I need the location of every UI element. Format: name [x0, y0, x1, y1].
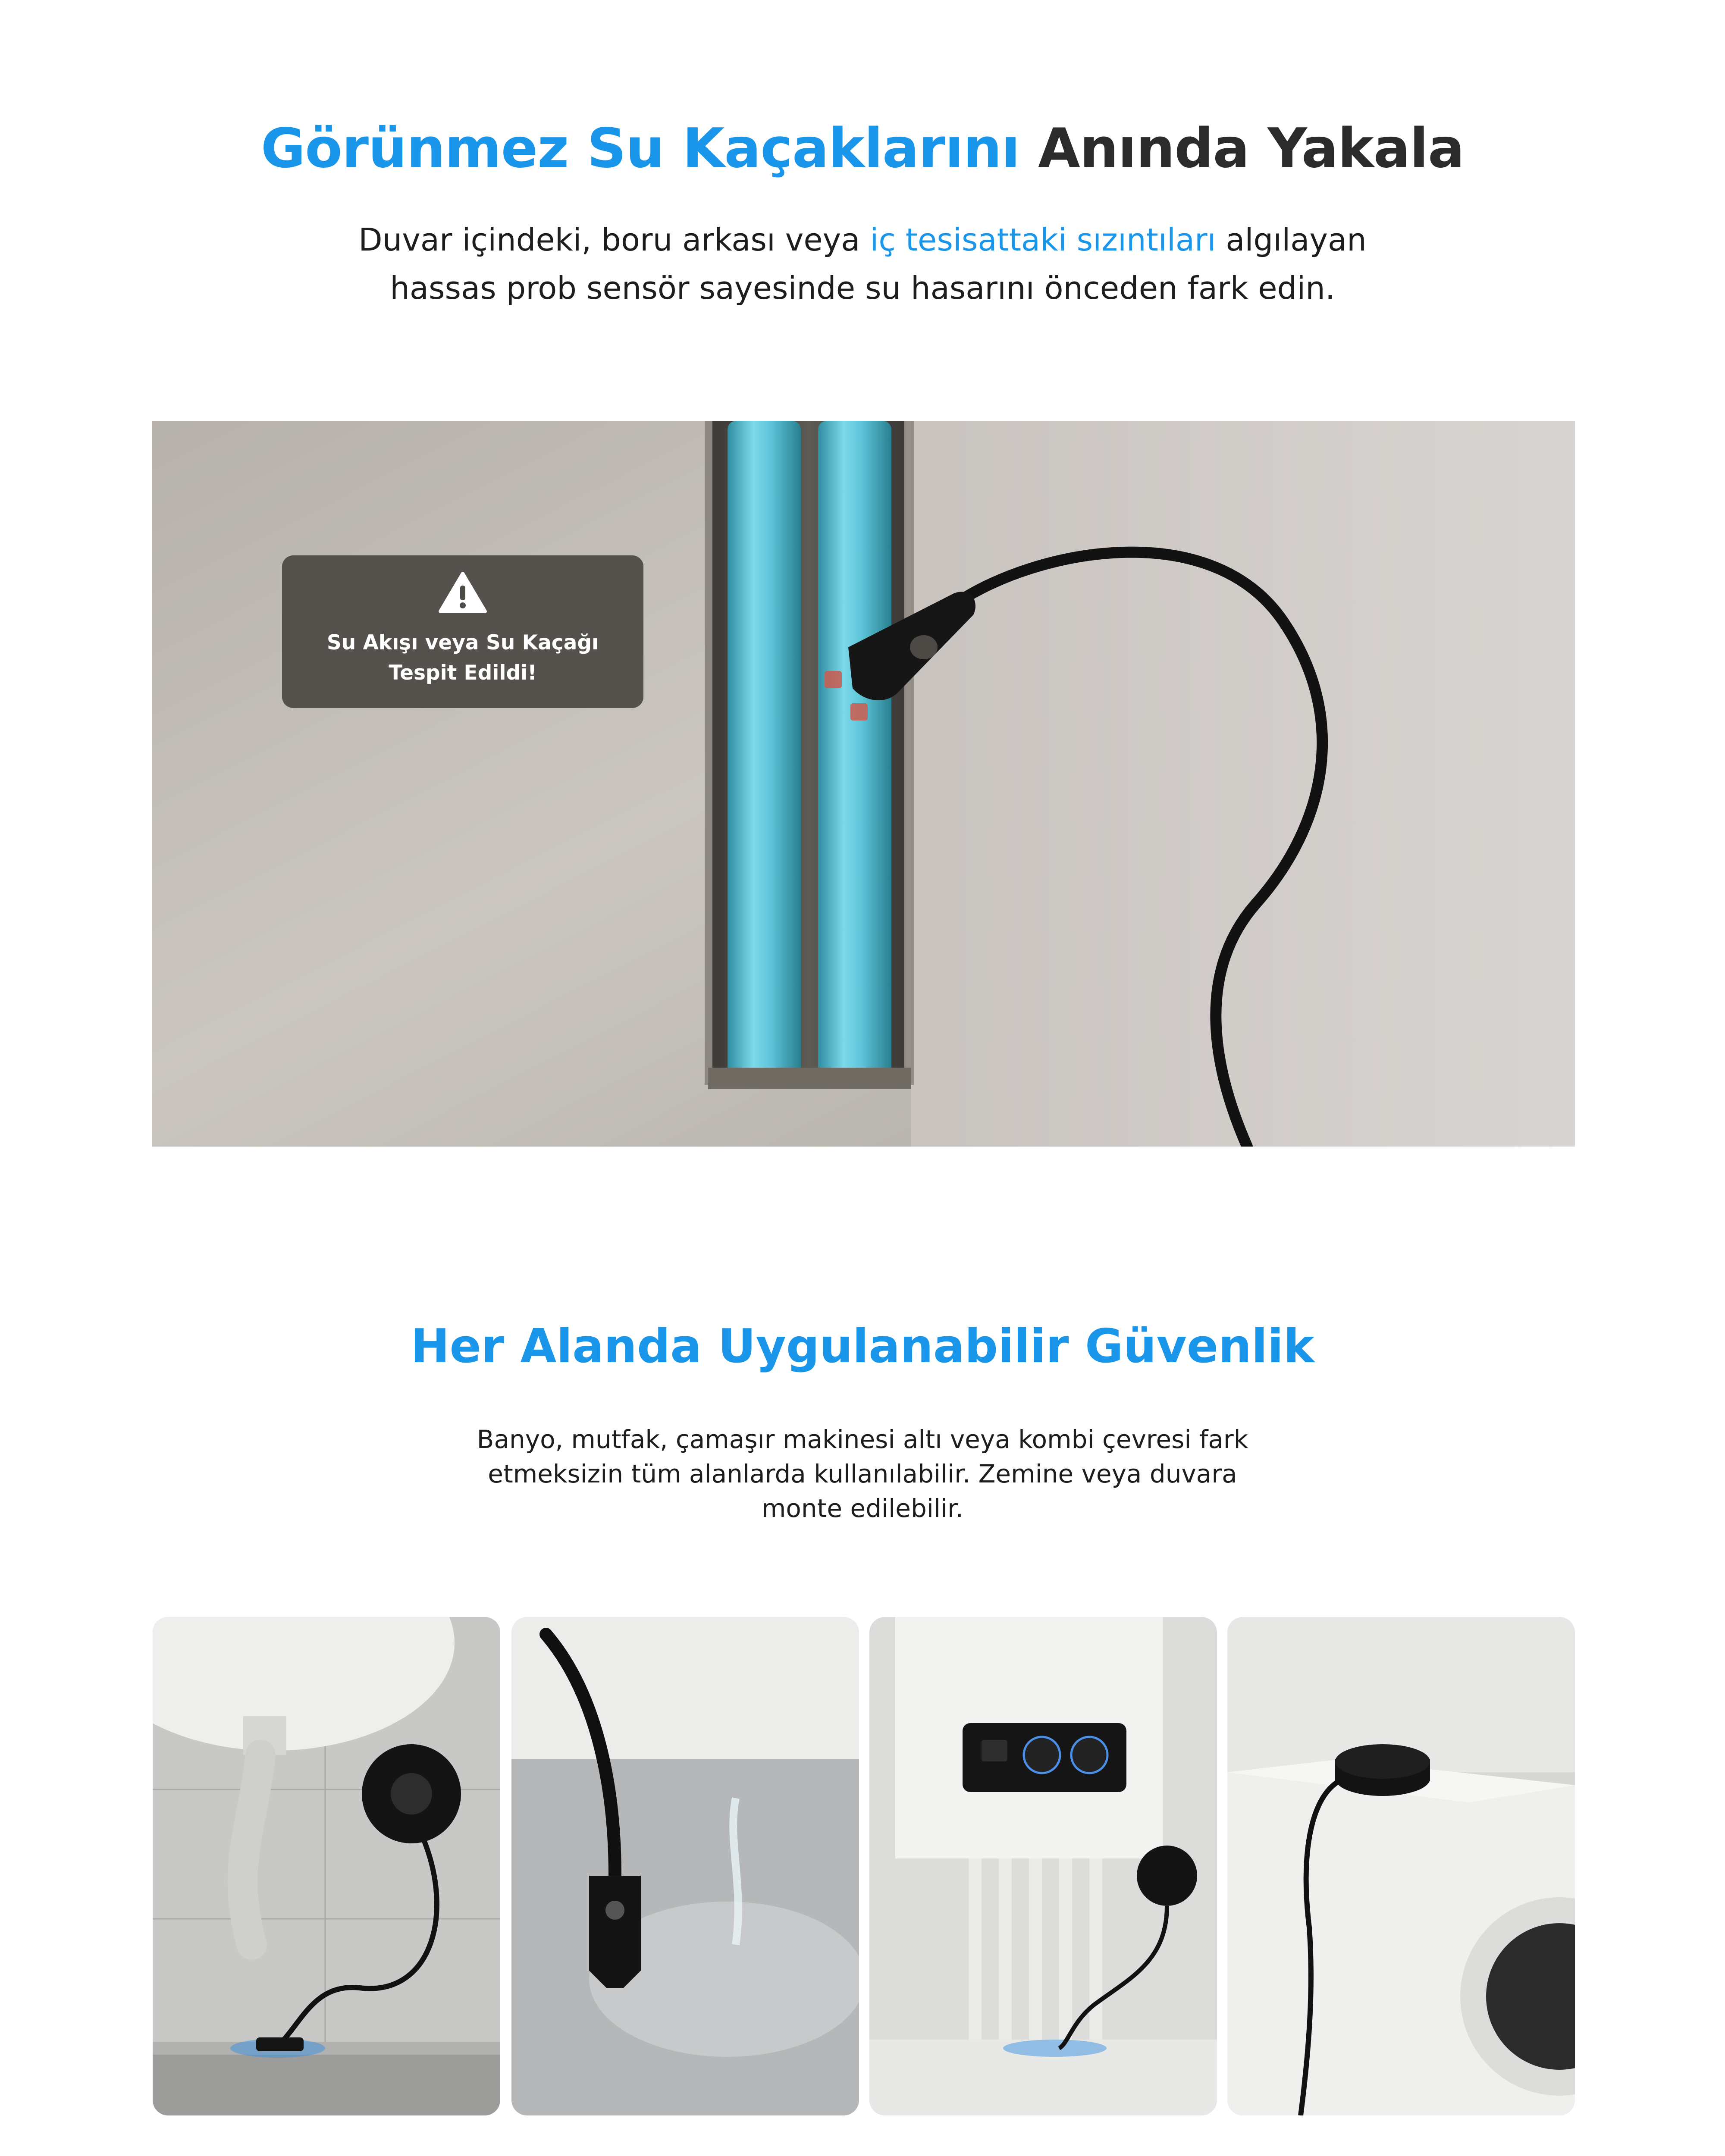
- section-title-leak-detection: [0, 116, 1725, 180]
- subtitle-line-2: hassas prob sensör sayesinde su hasarını önceden fark edin.: [390, 270, 1335, 306]
- leak-alert-card: [282, 555, 643, 708]
- alert-message: [282, 628, 643, 688]
- warning-triangle-icon: [439, 571, 487, 616]
- alert-line-2: Tespit Edildi!: [389, 661, 537, 685]
- title-rest: Anında Yakala: [1038, 116, 1465, 180]
- usage-image-kitchen: [511, 1617, 859, 2115]
- subtitle-text: algılayan: [1216, 222, 1367, 258]
- subtitle-highlight: iç tesisattaki sızıntıları: [870, 222, 1216, 258]
- section-subtitle-leak-detection: [0, 216, 1725, 312]
- hero-wall-pipe-image: [152, 421, 1575, 1147]
- usage-image-boiler: [869, 1617, 1217, 2115]
- subtitle-line-1: [0, 216, 1725, 264]
- title-highlight: Görünmez Su Kaçaklarını: [260, 116, 1020, 180]
- body-line-3: monte edilebilir.: [761, 1494, 964, 1523]
- body-line-2: etmeksizin tüm alanlarda kullanılabilir. Zemine veya duvara: [488, 1459, 1237, 1489]
- section-body-usage-areas: [0, 1422, 1725, 1526]
- section-title-usage-areas: Her Alanda Uygulanabilir Güvenlik: [411, 1319, 1314, 1373]
- usage-image-sink: [153, 1617, 500, 2115]
- usage-image-washing-machine: [1227, 1617, 1575, 2115]
- subtitle-text: Duvar içindeki, boru arkası veya: [358, 222, 870, 258]
- body-line-1: Banyo, mutfak, çamaşır makinesi altı veya kombi çevresi fark: [477, 1425, 1248, 1454]
- alert-line-1: Su Akışı veya Su Kaçağı: [326, 631, 599, 655]
